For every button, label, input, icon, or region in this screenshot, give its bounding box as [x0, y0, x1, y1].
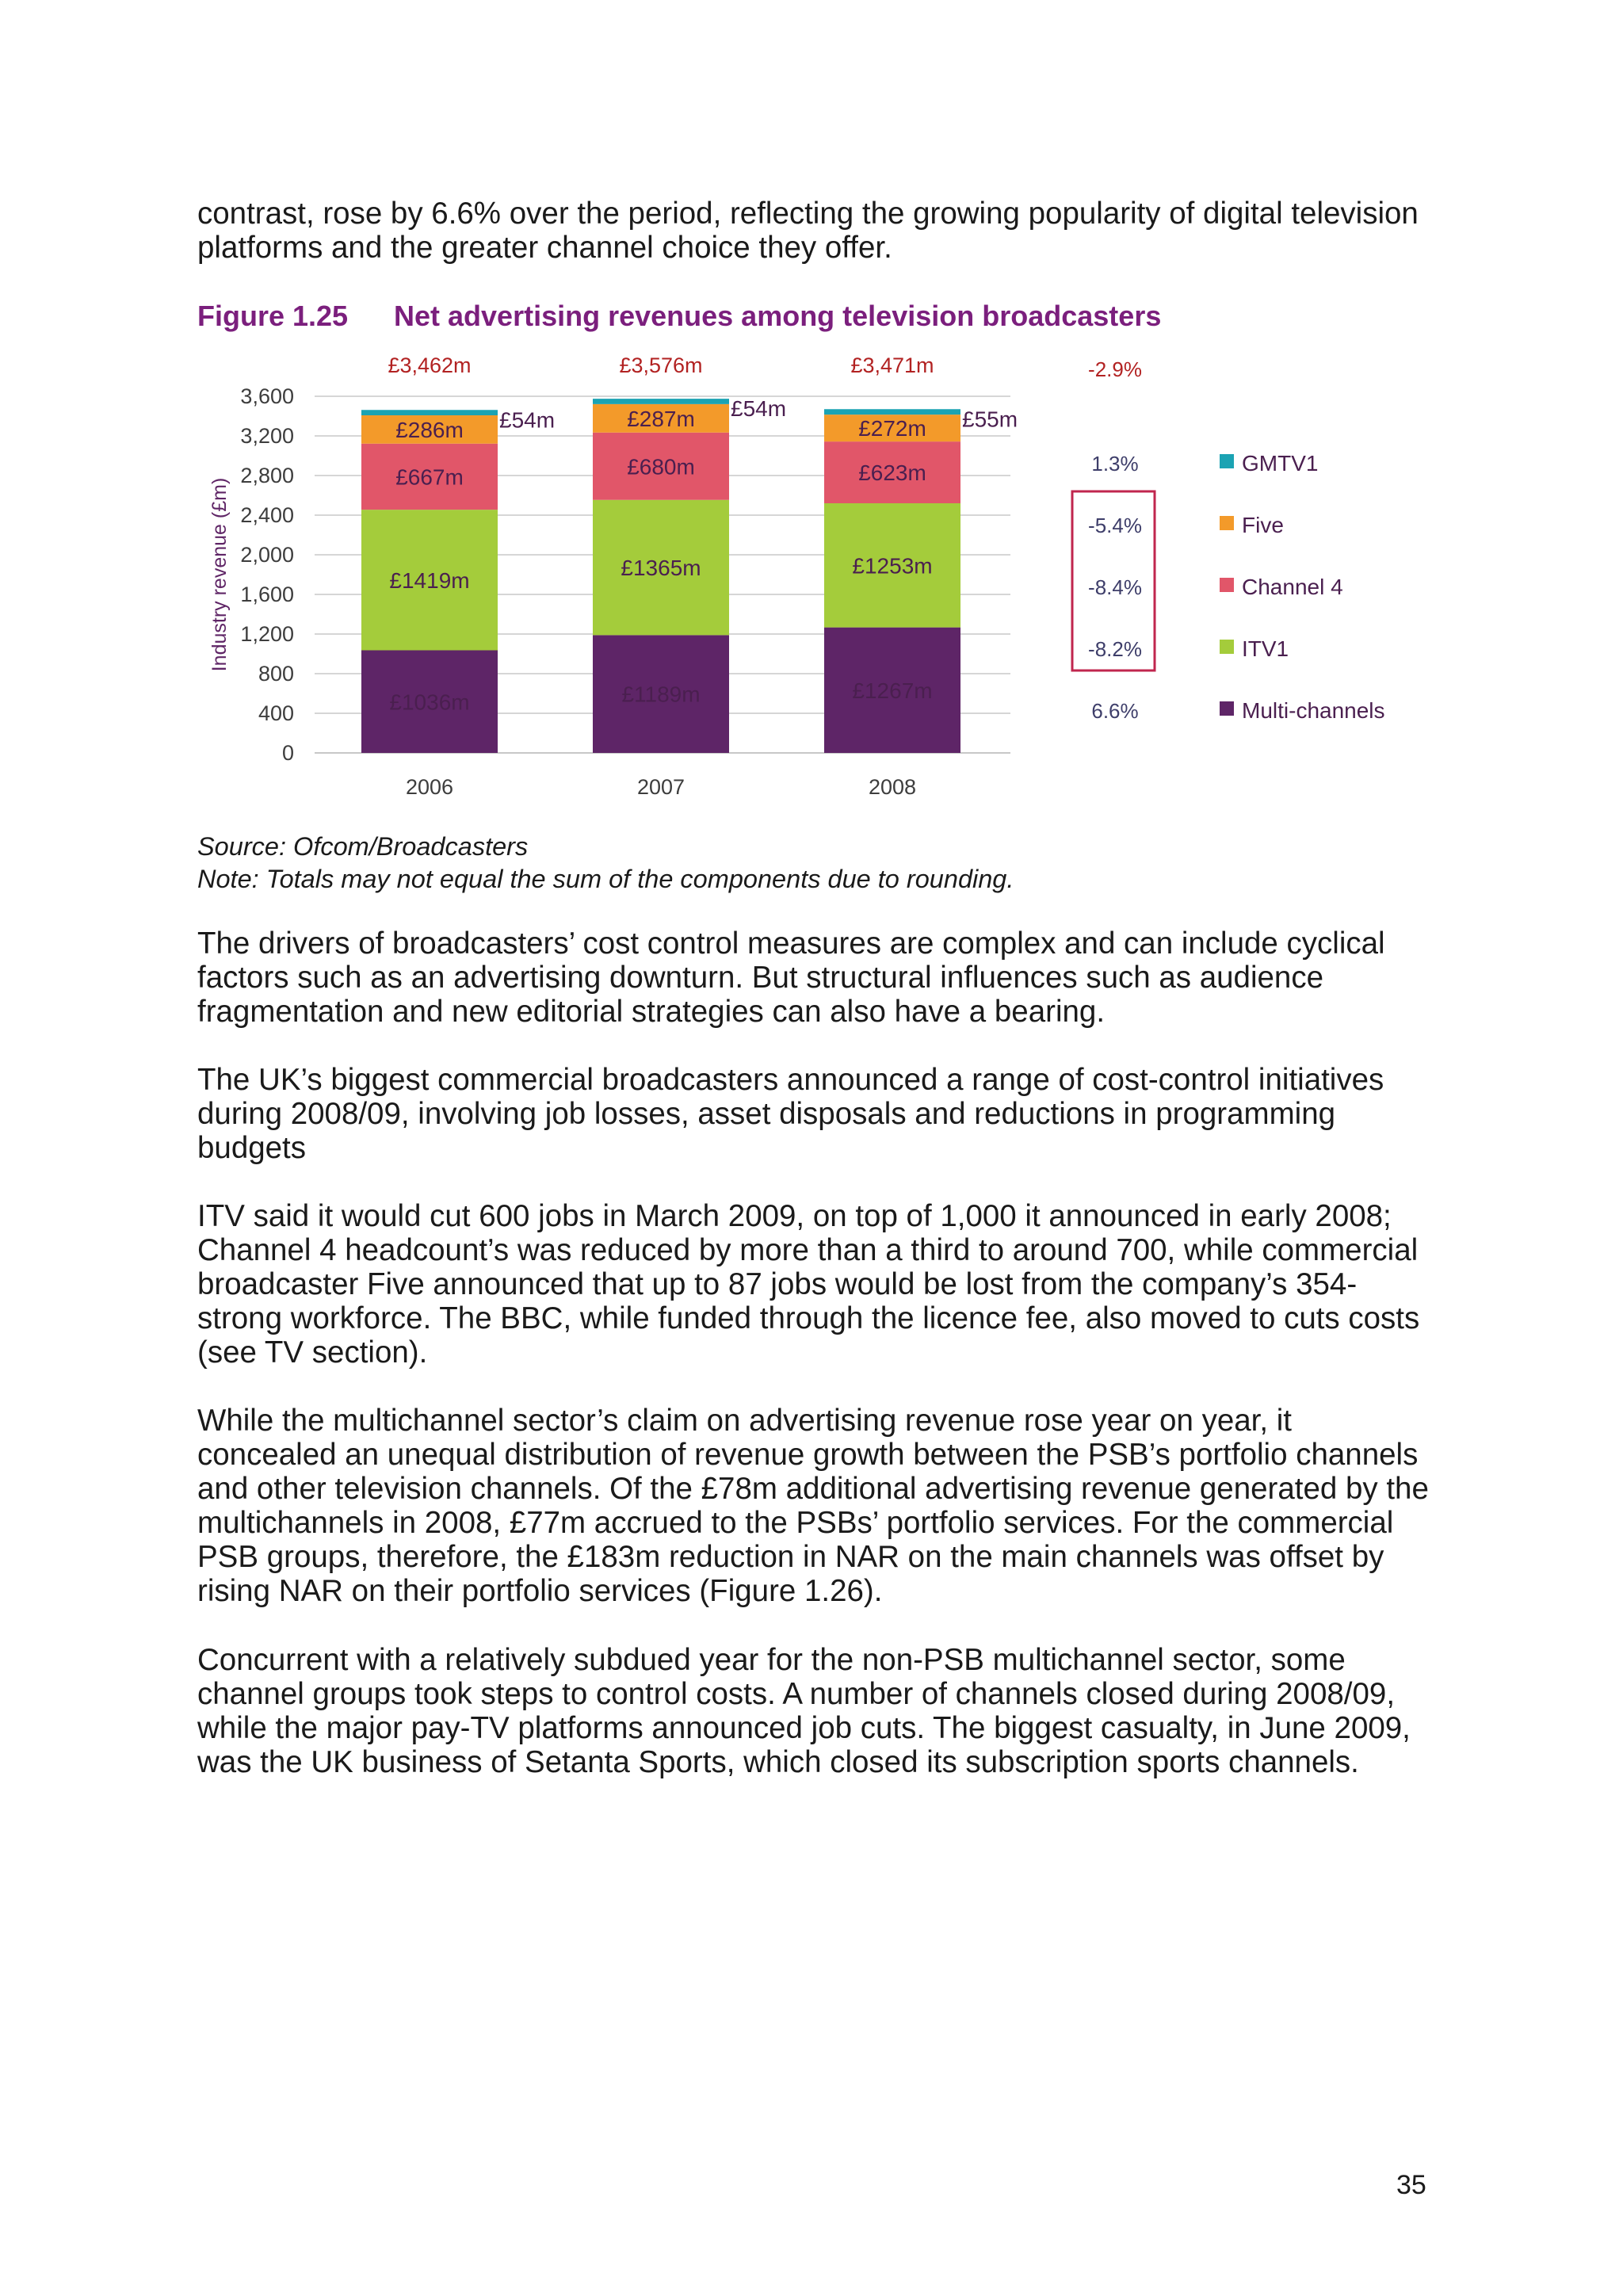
- legend-swatch-multi-channels: [1220, 701, 1234, 716]
- value-label-itv1: £1253m: [852, 553, 933, 579]
- legend-label-channel-4: Channel 4: [1242, 575, 1343, 599]
- paragraph-setanta: Concurrent with a relatively subdued year for the non-PSB multichannel sector, some channel groups took steps to control costs. A number of channels closed during 2008/09, while the major pay-TV platforms announced job cuts. The biggest casualty, in June 2009, was the UK business of Setanta Sports, which closed its subscription sports channels.: [197, 1643, 1411, 1779]
- value-label-channel-4: £623m: [858, 460, 926, 486]
- change-label-five: -5.4%: [1088, 514, 1142, 537]
- legend-swatch-gmtv1: [1220, 454, 1234, 468]
- y-axis-label: Industry revenue (£m): [208, 477, 231, 672]
- legend-label-five: Five: [1242, 513, 1284, 537]
- bar-gmtv1-2008: [824, 409, 960, 415]
- total-label: £3,576m: [619, 353, 703, 377]
- value-label-channel-4: £667m: [395, 464, 464, 490]
- x-tick-label: 2007: [636, 775, 685, 799]
- paragraph-multichannel-sector: While the multichannel sector’s claim on advertising revenue rose year on year, it concealed an unequal distribution of revenue growth between the PSB’s portfolio channels and other television channels. Of the £78m additional advertising revenue generated by the multichannels in 2008, £77m accrued to the PSBs’ portfolio services. For the commercial PSB groups, therefore, the £183m reduction in NAR on the main channels was offset by rising NAR on their portfolio services (Figure 1.26).: [197, 1404, 1429, 1608]
- rounding-note: Note: Totals may not equal the sum of the components due to rounding.: [197, 865, 1014, 893]
- y-tick-label: 1,600: [240, 583, 294, 606]
- figure-caption: Net advertising revenues among television broadcasters: [394, 300, 1162, 332]
- figure-title: [197, 300, 1161, 333]
- value-label-gmtv1: £54m: [731, 396, 787, 422]
- value-label-multi-channels: £1036m: [389, 690, 470, 715]
- revenue-chart: [197, 341, 1434, 816]
- value-label-five: £272m: [858, 416, 926, 441]
- paragraph-cost-initiatives: The UK’s biggest commercial broadcasters announced a range of cost-control initiatives during 2008/09, involving job losses, asset disposals and reductions in programming budgets: [197, 1063, 1384, 1165]
- y-tick-label: 800: [258, 662, 294, 686]
- change-label-gmtv1: 1.3%: [1091, 452, 1139, 476]
- value-label-multi-channels: £1189m: [621, 682, 701, 707]
- y-tick-label: 2,000: [240, 543, 294, 567]
- y-tick-label: 0: [281, 741, 294, 765]
- figure-notes: [197, 831, 1014, 896]
- source-note: Source: Ofcom/Broadcasters: [197, 832, 529, 861]
- paragraph-job-cuts: ITV said it would cut 600 jobs in March 2009, on top of 1,000 it announced in early 2008; Channel 4 headcount’s was reduced by more than a third to around 700, while commercial broadcaster Five announced that up to 87 jobs would be lost from the company’s 354-strong workforce. The BBC, while funded through the licence fee, also moved to cuts costs (see TV section).: [197, 1199, 1420, 1370]
- y-tick-label: 3,200: [240, 424, 294, 448]
- y-tick-label: 2,400: [240, 503, 294, 527]
- value-label-multi-channels: £1267m: [852, 678, 933, 703]
- total-label: £3,462m: [388, 353, 472, 377]
- legend-swatch-five: [1220, 516, 1234, 530]
- value-label-channel-4: £680m: [627, 454, 695, 479]
- total-label: £3,471m: [850, 353, 934, 377]
- change-label-channel-4: -8.4%: [1088, 575, 1142, 599]
- x-tick-label: 2008: [868, 775, 917, 799]
- legend-label-gmtv1: GMTV1: [1242, 451, 1319, 476]
- value-label-itv1: £1365m: [621, 556, 701, 581]
- legend-swatch-channel-4: [1220, 578, 1234, 592]
- page-number: 35: [1396, 2170, 1426, 2200]
- total-change-label: -2.9%: [1088, 357, 1142, 381]
- bar-gmtv1-2006: [361, 410, 498, 415]
- x-tick-label: 2006: [405, 775, 454, 799]
- y-tick-label: 400: [258, 701, 294, 725]
- legend-label-multi-channels: Multi-channels: [1242, 698, 1385, 723]
- change-label-itv1: -8.2%: [1088, 637, 1142, 661]
- intro-paragraph: contrast, rose by 6.6% over the period, reflecting the growing popularity of digital television platforms and the greater channel choice they offer.: [197, 197, 1419, 265]
- y-tick-label: 2,800: [240, 464, 294, 487]
- legend-swatch-itv1: [1220, 640, 1234, 654]
- y-tick-label: 1,200: [240, 622, 294, 646]
- y-tick-label: 3,600: [240, 384, 294, 408]
- value-label-five: £287m: [627, 406, 695, 431]
- value-label-itv1: £1419m: [389, 567, 470, 593]
- bar-gmtv1-2007: [593, 399, 729, 404]
- value-label-five: £286m: [395, 417, 464, 442]
- value-label-gmtv1: £54m: [499, 407, 556, 433]
- change-label-multi-channels: 6.6%: [1091, 699, 1139, 723]
- legend-label-itv1: ITV1: [1242, 636, 1289, 661]
- paragraph-cost-drivers: The drivers of broadcasters’ cost control measures are complex and can include cyclical factors such as an advertising downturn. But structural influences such as audience fragmentation and new editorial strategies can also have a bearing.: [197, 926, 1385, 1029]
- figure-number: Figure 1.25: [197, 300, 349, 332]
- value-label-gmtv1: £55m: [962, 407, 1018, 432]
